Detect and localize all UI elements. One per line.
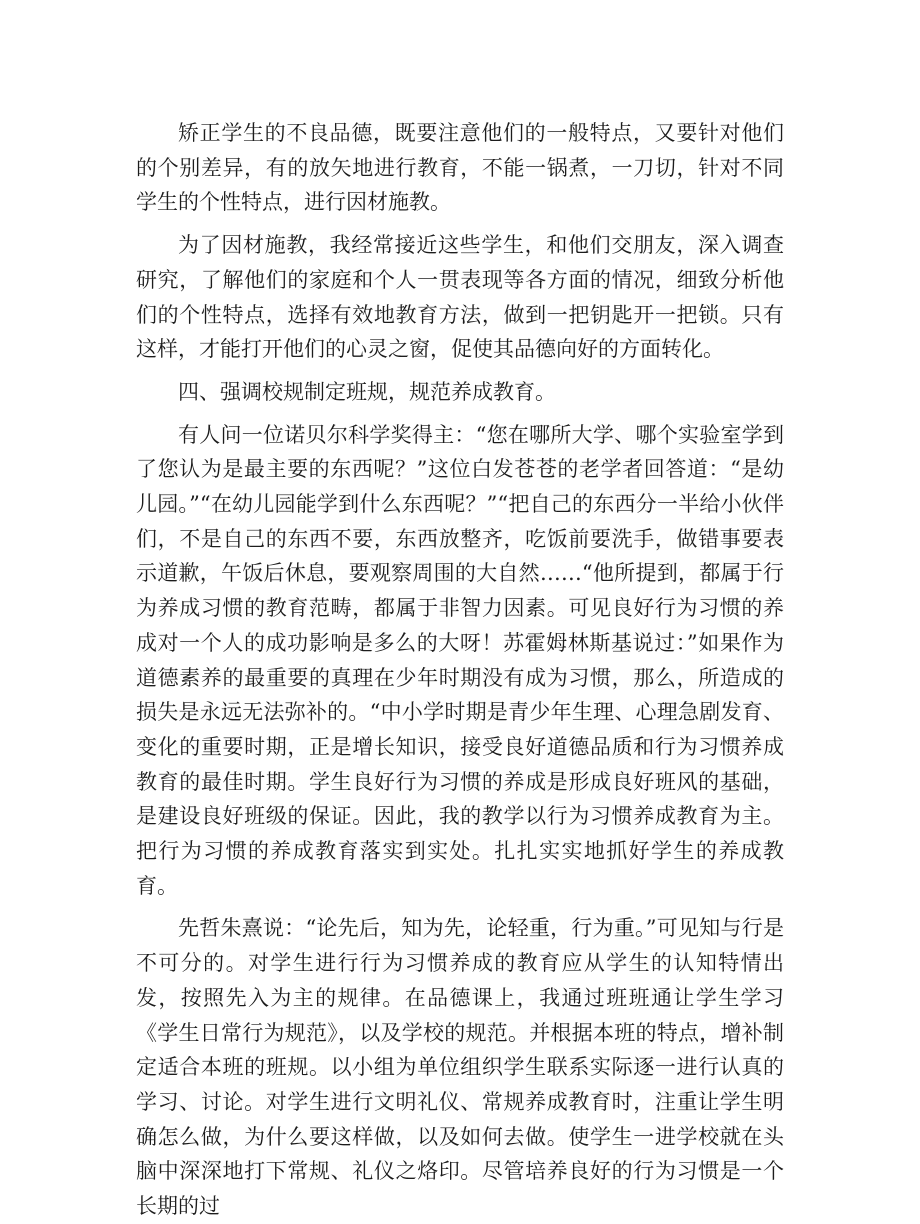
paragraph-nobel-anecdote: 有人问一位诺贝尔科学奖得主：“您在哪所大学、哪个实验室学到了您认为是最主要的东西呢？”这位白发苍苍的老学者回答道：“是幼儿园。”“在幼儿园能学到什么东西呢？”“把自己的东西分一半给小伙伴们，不是自己的东西不要，东西放整齐，吃饭前要洗手，做错事要表示道歉，午饭后休息，要观察周围的大自然……“他所提到，都属于行为养成习惯的教育范畴，都属于非智力因素。可见良好行为习惯的养成对一个人的成功影响是多么的大呀！苏霍姆林斯基说过：”如果作为道德素养的最重要的真理在少年时期没有成为习惯，那么，所造成的损失是永远无法弥补的。“中小学时期是青少年生理、心理急剧发育、变化的重要时期，正是增长知识，接受良好道德品质和行为习惯养成教育的最佳时期。学生良好行为习惯的养成是形成良好班风的基础，是建设良好班级的保证。因此，我的教学以行为习惯养成教育为主。把行为习惯的养成教育落实到实处。扎扎实实地抓好学生的养成教育。 [136, 422, 784, 898]
paragraph-zhuxi-quote: 先哲朱熹说：“论先后，知为先，论轻重，行为重。”可见知与行是不可分的。对学生进行行为习惯养成的教育应从学生的认知特情出发，按照先入为主的规律。在品德课上，我通过班班通让学生学习《学生日常行为规范》，以及学校的规范。并根据本班的特点，增补制定适合本班的班规。以小组为单位组织学生联系实际逐一进行认真的学习、讨论。对学生进行文明礼仪、常规养成教育时，注重让学生明确怎么做，为什么要这样做，以及如何去做。使学生一进学校就在头脑中深深地打下常规、礼仪之烙印。尽管培养良好的行为习惯是一个长期的过 [136, 916, 784, 1219]
paragraph-individualized-teaching: 矫正学生的不良品德，既要注意他们的一般特点，又要针对他们的个别差异，有的放矢地进行教育，不能一锅煮，一刀切，针对不同学生的个性特点，进行因材施教。 [136, 121, 784, 215]
section-heading-rules: 四、强调校规制定班规，规范养成教育。 [178, 379, 556, 404]
paragraph-approach-students: 为了因材施教，我经常接近这些学生，和他们交朋友，深入调查研究，了解他们的家庭和个人一贯表现等各方面的情况，细致分析他们的个性特点，选择有效地教育方法，做到一把钥匙开一把锁。只有这样，才能打开他们的心灵之窗，促使其品德向好的方面转化。 [136, 233, 784, 362]
document-body [136, 116, 784, 1224]
